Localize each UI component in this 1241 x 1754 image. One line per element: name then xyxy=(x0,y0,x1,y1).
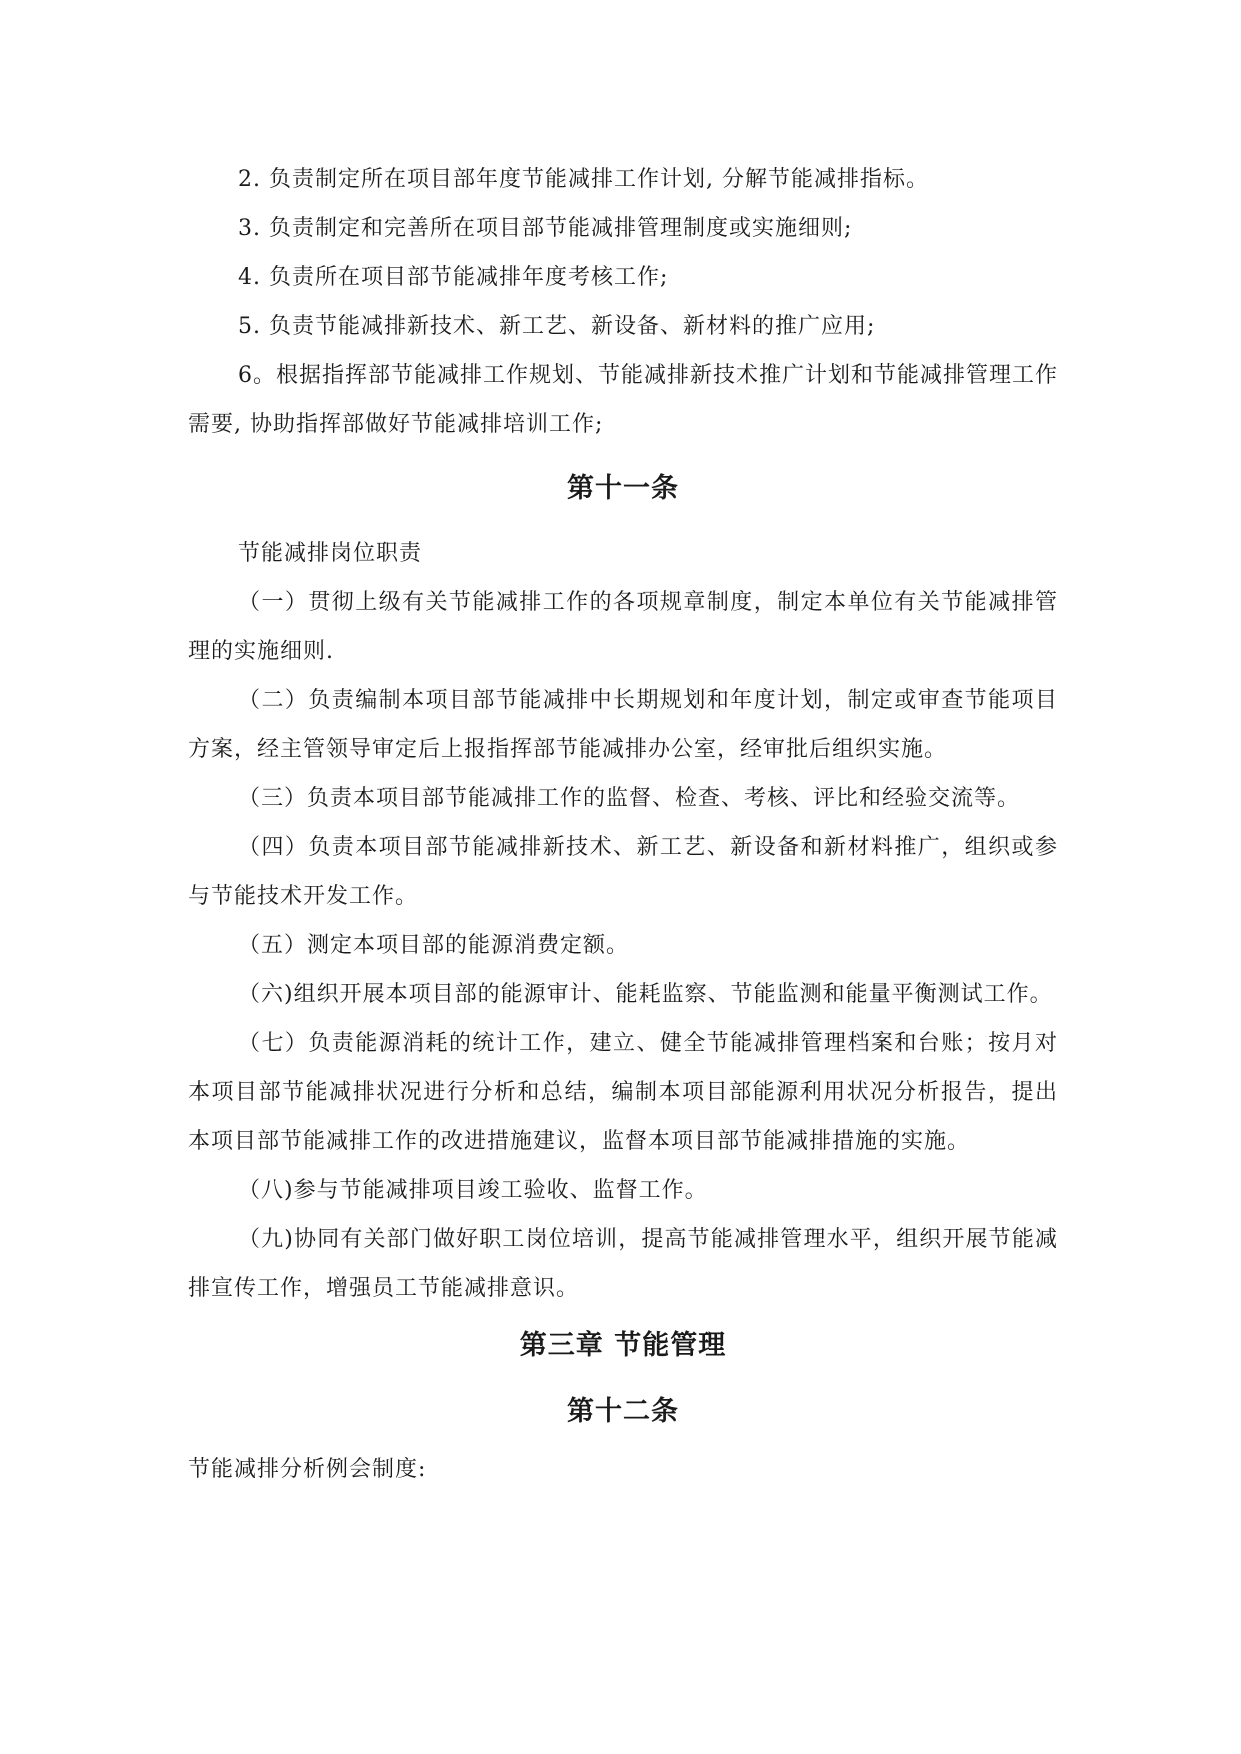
article-11-item-6: （六)组织开展本项目部的能源审计、能耗监察、节能监测和能量平衡测试工作。 xyxy=(238,982,1053,1007)
document-body xyxy=(188,155,1058,1494)
article-11-item-3: （三）负责本项目部节能减排工作的监督、检查、考核、评比和经验交流等。 xyxy=(238,786,1021,811)
paragraph-item-3: 3. 负责制定和完善所在项目部节能减排管理制度或实施细则; xyxy=(238,216,853,241)
article-11-item-2: （二）负责编制本项目部节能减排中长期规划和年度计划，制定或审查节能项目方案，经主管领导审定后上报指挥部节能减排办公室，经审批后组织实施。 xyxy=(188,688,1058,762)
paragraph-item-2: 2. 负责制定所在项目部年度节能减排工作计划, 分解节能减排指标。 xyxy=(238,167,929,192)
article-11-item-4: （四）负责本项目部节能减排新技术、新工艺、新设备和新材料推广，组织或参与节能技术开发工作。 xyxy=(188,835,1058,909)
paragraph-item-5: 5. 负责节能减排新技术、新工艺、新设备、新材料的推广应用; xyxy=(238,314,876,339)
article-11-heading: 第十一条 xyxy=(567,473,679,504)
article-11-item-1: （一）贯彻上级有关节能减排工作的各项规章制度，制定本单位有关节能减排管理的实施细则. xyxy=(188,590,1058,664)
article-11-intro: 节能减排岗位职责 xyxy=(238,541,423,566)
paragraph-item-6: 6。根据指挥部节能减排工作规划、节能减排新技术推广计划和节能减排管理工作需要, 协助指挥部做好节能减排培训工作; xyxy=(188,363,1058,437)
article-12-heading: 第十二条 xyxy=(567,1396,679,1427)
article-11-item-9: （九)协同有关部门做好职工岗位培训，提高节能减排管理水平，组织开展节能减排宣传工作，增强员工节能减排意识。 xyxy=(188,1227,1058,1301)
article-11-item-7: （七）负责能源消耗的统计工作，建立、健全节能减排管理档案和台账；按月对本项目部节能减排状况进行分析和总结，编制本项目部能源利用状况分析报告，提出本项目部节能减排工作的改进措施建议，监督本项目部节能减排措施的实施。 xyxy=(188,1031,1058,1154)
article-11-item-5: （五）测定本项目部的能源消费定额。 xyxy=(238,933,630,958)
chapter-3-heading: 第三章 节能管理 xyxy=(519,1330,727,1361)
article-12-intro: 节能减排分析例会制度: xyxy=(188,1457,427,1482)
paragraph-item-4: 4. 负责所在项目部节能减排年度考核工作; xyxy=(238,265,669,290)
article-11-item-8: （八)参与节能减排项目竣工验收、监督工作。 xyxy=(238,1178,708,1203)
